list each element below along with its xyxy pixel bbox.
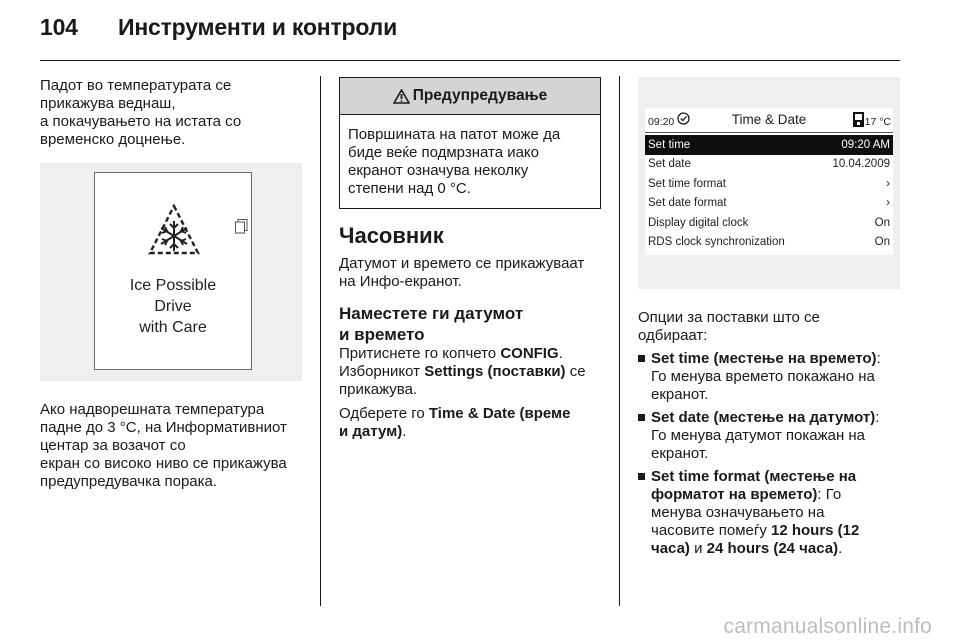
screen-clock: 09:20: [648, 116, 675, 128]
time-date-screen: [645, 108, 893, 255]
list-item: Set time (местење на времето): Го менува времето покажано на екранот.: [638, 350, 902, 404]
warning-header: [340, 78, 600, 115]
snowflake-warning-icon: [147, 203, 201, 261]
list-item: Set time format (местење на форматот на времето): Го менува означувањето на часовите помеѓу 12 hours (12 часа) и 24 hours (24 часа).: [638, 468, 902, 558]
chevron-right-icon: ›: [886, 177, 890, 190]
clock-intro: Датумот и времето се прикажуваат на Инфо-екранот.: [339, 255, 585, 290]
warning-box: [339, 77, 601, 209]
warning-body: Површината на патот може да биде веќе подмрзната иако екранот означува неколку степени над 0 °C.: [348, 126, 561, 197]
column-divider-2: [619, 76, 620, 606]
page-icon: [235, 219, 248, 234]
car-door-icon: [853, 112, 864, 127]
warning-title: Предупредување: [412, 87, 548, 104]
chevron-right-icon: ›: [886, 197, 890, 210]
screen-title: Time & Date: [731, 112, 807, 127]
step-settings-menu: Изборникот Settings (поставки) се прикажува.: [339, 363, 586, 398]
options-intro: Опции за поставки што се одбираат:: [638, 309, 820, 344]
menu-row-set-date[interactable]: Set date 10.04.2009: [648, 158, 890, 171]
menu-row-display-digital-clock[interactable]: Display digital clock On: [648, 216, 890, 229]
clock-heading: Часовник: [339, 223, 444, 248]
screen-status-bar: [645, 108, 893, 133]
list-item: Set date (местење на датумот): Го менува датумот покажан на екранот.: [638, 409, 902, 463]
header-rule: [40, 60, 900, 61]
ice-warning-display: [94, 172, 252, 370]
page-header: [40, 14, 397, 41]
bullet-square-icon: [638, 414, 645, 421]
column-3: [638, 77, 902, 558]
bullet-square-icon: [638, 355, 645, 362]
ice-warning-illustration: [40, 163, 302, 381]
column-2: [339, 77, 603, 441]
menu-row-set-date-format[interactable]: Set date format ›: [645, 194, 893, 214]
low-temperature-paragraph: Ако надворешната температура падне до 3 °C, на Информативниот центар за возачот со екран со високо ниво се прикажува предупредувачка порака.: [40, 401, 287, 490]
ice-warning-text: Ice Possible Drive with Care: [129, 277, 217, 336]
set-date-time-heading: Наместете ги датумот и времето: [339, 304, 524, 344]
step-press-config: Притиснете го копчето CONFIG.: [339, 345, 563, 362]
time-date-illustration: [638, 77, 900, 289]
menu-row-set-time[interactable]: Set time 09:20 AM: [645, 135, 893, 155]
column-divider-1: [320, 76, 321, 606]
page-number: 104: [40, 14, 78, 40]
options-list: [638, 350, 902, 558]
step-select-time-date: Одберете го Time & Date (време и датум).: [339, 405, 571, 440]
warning-triangle-icon: [393, 89, 410, 104]
screen-temperature: 17 °C: [864, 116, 891, 128]
column-1: [40, 77, 306, 491]
watermark: carmanualsonline.info: [723, 615, 932, 638]
page-title: Инструменти и контроли: [118, 14, 398, 40]
bullet-square-icon: [638, 473, 645, 480]
temperature-paragraph: Падот во температурата се прикажува веднаш, а покачувањето на истата со временско доцнење.: [40, 77, 242, 148]
menu-row-rds-clock-sync[interactable]: RDS clock synchronization On: [648, 236, 890, 249]
menu-row-set-time-format[interactable]: Set time format ›: [645, 174, 893, 194]
